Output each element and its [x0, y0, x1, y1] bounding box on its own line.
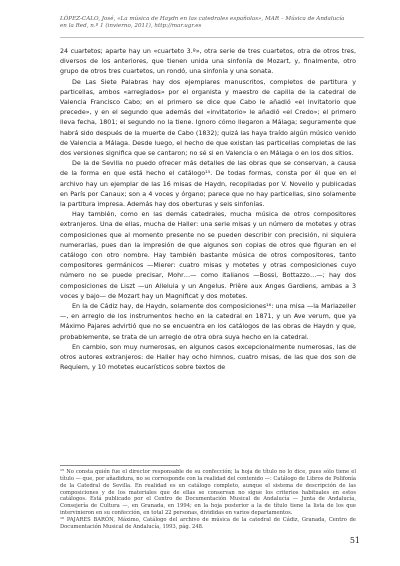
paragraph: De Las Siete Palabras hay dos ejemplares manuscritos, completos de partitura y particellas, ambos «arreglados» por el organista y maestro de capilla de la catedral de Valencia Francisco Cabo; en el primero se dice que Cabo le añadió «el invitatorio que precede», y en el segundo que además del «invitatorio» le añadió «el Credo»; el primero lleva fecha, 1801; el segundo no la tiene. Ignoro cómo llegaron a Málaga; seguramente que habrá sido después de la muerte de Cabo (1832); quizá las haya traído algún músico venido de Valencia a Málaga. Desde luego, el hecho de que existan las particellas completas de las dos versiones significa que se cantaron; no sé si en Valencia o en Málaga o en los dos sitios. — [60, 78, 356, 158]
paragraph: En cambio, son muy numerosas, en algunos casos excepcionalmente numerosas, las de otros autores extranjeros: de Haller hay ocho himnos, cuatro misas, de las que dos son de Requiem, y 10 motetes eucarísticos sobre textos de — [60, 343, 356, 372]
footnote: ¹⁵ No consta quién fue el director responsable de su confección; la hoja de título no lo dice, pues sólo tiene el título — que, por añadidura, no se corresponde con la realidad del contenido —: Catálogo de Libros de Polifonía de la Catedral de Sevilla. En realidad es un catálogo completo, aunque el sistema de descripción de las composiciones y de los materiales que de ellas se conservan no sigue los criterios habituales en estos catálogos. Está publicado por el Centro de Documentación Musical de Andalucía — Junta de Andalucía, Consejería de Cultura —, en Granada, en 1994; en la hoja posterior a la de título tiene la lista de los que intervinieron en su confección, en total 22 personas, divididas en varios departamentos. — [60, 469, 356, 517]
paragraph: En la de Cádiz hay, de Haydn, solamente dos composiciones¹⁶: una misa —la Mariazeller—, en arreglo de los instrumentos hecho en la catedral en 1871, y un Ave verum, que ya Máximo Pajares advirtió que no se encuentra en los catálogos de las obras de Haydn y que, probablemente, se trata de un arreglo de otra obra suya hecho en la catedral. — [60, 303, 356, 341]
header-journal: en la Red, n.º 1 (invierno, 2011), http://mar.ugr.es — [60, 23, 202, 30]
page-number: 51 — [349, 536, 360, 545]
running-header — [60, 16, 364, 30]
header-citation: LÓPEZ-CALO, José, «La música de Haydn en las catedrales españolas», MAR – Música de Andalucía — [60, 16, 345, 22]
paragraph: De la de Sevilla no puedo ofrecer más detalles de las obras que se conservan, a causa de la forma en que está hecho el catálogo¹⁵. De todas formas, consta por él que en el archivo hay un ejemplar de las 16 misas de Haydn, recopiladas por V. Novello y publicadas en París por Canaux; son a 4 voces y órgano; parece que no hay particellas, sino solamente la partitura impresa. Además hay dos oberturas y seis sinfonías. — [60, 160, 356, 209]
paragraph: Hay también, como en las demás catedrales, mucha música de otros compositores extranjeros. Una de ellas, mucha de Haller: una serie misas y un número de motetes y otras composiciones que al momento presente no se pueden describir con precisión, ni siquiera numerarlas, pues dan la impresión de que algunos son copias de otros que figuran en el catálogo con otro nombre. Hay también bastante música de otros compositores, tanto compositores germánicos —Mierer: cuatro misas y motetes y otras composiciones cuyo número no se puede precisar, Mohr…— como italianos —Bossi, Bottazzo…—; hay dos composiciones de Liszt —un Alleluia y un Angelus. Prière aux Anges Gardiens, ambas a 3 voces y bajo— de Mozart hay un Magnificat y dos motetes. — [60, 211, 356, 300]
footnote: ¹⁶ PAJARES BARÓN, Máximo, Catálogo del archivo de música de la catedral de Cádiz, Granada, Centro de Documentación Musical de Andalucía, 1993, pág. 248. — [60, 516, 356, 530]
footnotes — [60, 469, 356, 531]
body-text — [60, 47, 356, 374]
footnote-divider — [60, 465, 180, 466]
paragraph: 24 cuartetos; aparte hay un «cuarteto 3.º», otra serie de tres cuartetos, otra de otros tres, diversos de los anteriores, que tienen unida una sinfonía de Mozart, y, finalmente, otro grupo de otros tres cuartetos, un rondó, una sinfonía y una sonata. — [60, 48, 356, 76]
header-divider — [60, 37, 364, 38]
